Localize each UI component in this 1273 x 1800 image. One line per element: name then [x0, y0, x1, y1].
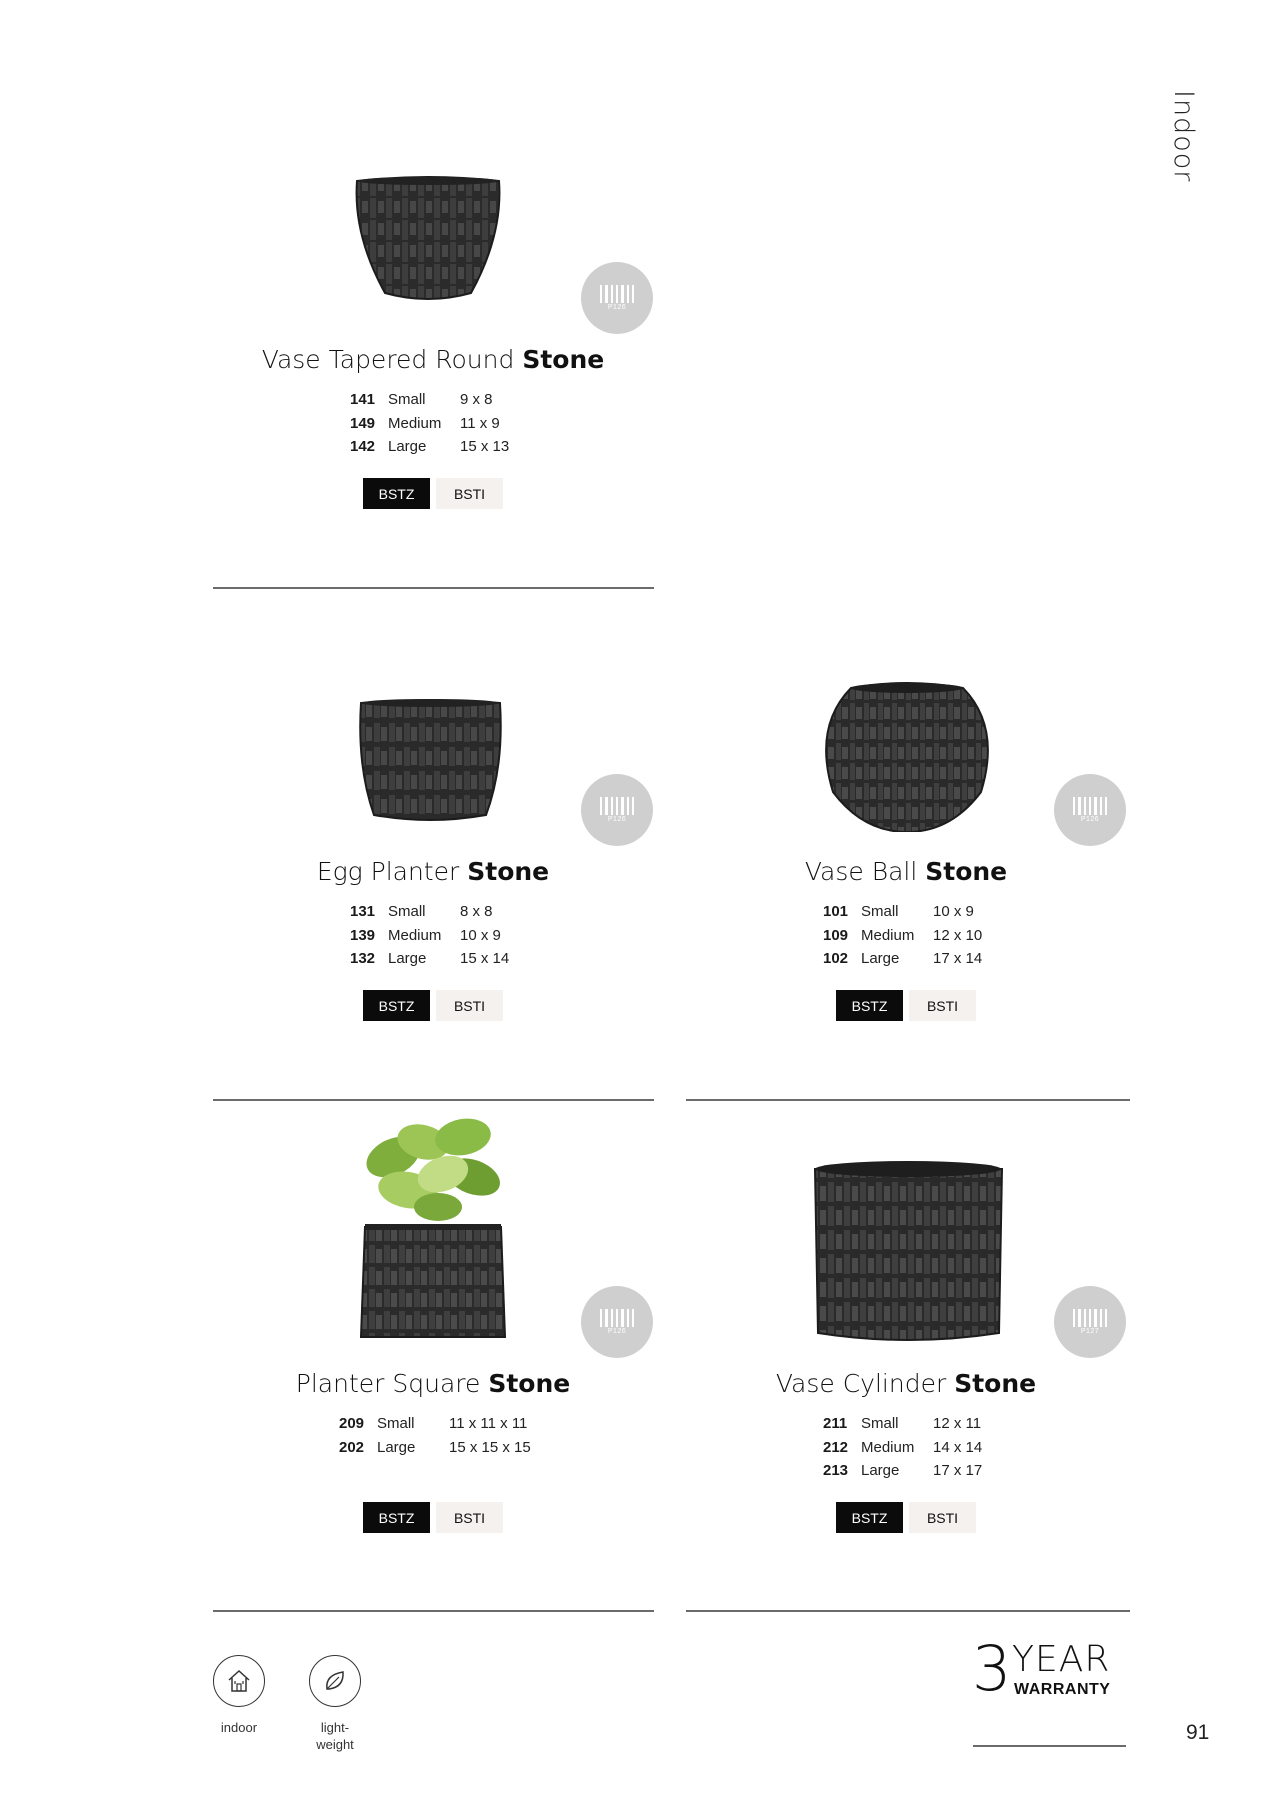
- divider: [213, 587, 654, 589]
- color-tags: [363, 1502, 503, 1533]
- size-label: Large: [861, 950, 900, 967]
- warranty-number: 3: [972, 1632, 1012, 1705]
- product-material: Stone: [925, 857, 1008, 886]
- product-name: Vase Cylinder: [775, 1369, 947, 1398]
- size-row: [823, 1412, 982, 1436]
- size-dimensions: 8 x 8: [460, 903, 493, 920]
- size-number: 132: [350, 950, 376, 967]
- tag-bstz: BSTZ: [836, 990, 903, 1021]
- barcode-badge: [581, 1286, 653, 1358]
- product-title: [686, 1369, 1126, 1398]
- size-label: Small: [388, 391, 426, 408]
- size-row: [339, 1412, 531, 1436]
- size-label: Large: [861, 1462, 900, 1479]
- divider: [686, 1610, 1130, 1612]
- page-number: 91: [1186, 1721, 1210, 1744]
- barcode-badge: [1054, 774, 1126, 846]
- warranty-underline: [973, 1745, 1126, 1747]
- divider: [213, 1099, 654, 1101]
- size-number: 211: [823, 1415, 848, 1432]
- tag-bsti: BSTI: [436, 990, 503, 1021]
- tag-bstz: BSTZ: [836, 1502, 903, 1533]
- size-dimensions: 11 x 11 x 11: [449, 1415, 528, 1432]
- barcode-icon: [1073, 1309, 1107, 1327]
- product-card-vase-tapered-round: [213, 170, 653, 590]
- size-table: [823, 900, 982, 971]
- size-number: 109: [823, 926, 849, 944]
- color-tags: [363, 478, 503, 509]
- product-material: Stone: [954, 1369, 1037, 1398]
- badge-code: P126: [607, 816, 627, 823]
- product-name: Planter Square: [295, 1369, 481, 1398]
- size-dimensions: 9 x 8: [460, 391, 493, 408]
- tag-bsti: BSTI: [436, 478, 503, 509]
- size-dimensions: 17 x 14: [933, 950, 983, 967]
- size-label: Medium: [388, 926, 442, 944]
- size-dimensions: 15 x 13: [460, 438, 510, 455]
- size-label: Small: [377, 1415, 415, 1432]
- size-label: Large: [388, 438, 427, 455]
- size-number: 101: [823, 903, 849, 920]
- product-card-planter-square: [213, 1112, 653, 1532]
- product-material: Stone: [467, 857, 550, 886]
- color-tags: [363, 990, 503, 1021]
- barcode-badge: [1054, 1286, 1126, 1358]
- tag-bstz: BSTZ: [363, 478, 430, 509]
- size-table: [350, 388, 509, 459]
- size-label: Small: [388, 903, 426, 920]
- size-label: Small: [861, 903, 899, 920]
- size-row: [350, 947, 509, 971]
- size-row: [350, 388, 509, 412]
- size-number: 202: [339, 1438, 365, 1456]
- pot-image: [353, 175, 503, 305]
- product-title: [686, 857, 1126, 886]
- size-dimensions: 15 x 14: [460, 950, 510, 967]
- badge-code: P126: [1080, 816, 1100, 823]
- product-name: Vase Ball: [804, 857, 918, 886]
- warranty-text: WARRANTY: [1014, 1681, 1111, 1698]
- tag-bstz: BSTZ: [363, 990, 430, 1021]
- divider: [686, 1099, 1130, 1101]
- size-dimensions: 14 x 14: [933, 1438, 983, 1456]
- tag-bsti: BSTI: [909, 990, 976, 1021]
- section-label-text: Indoor: [1168, 90, 1199, 183]
- size-number: 141: [350, 391, 376, 408]
- barcode-badge: [581, 262, 653, 334]
- color-tags: [836, 1502, 976, 1533]
- size-row: [823, 1459, 982, 1483]
- product-card-vase-cylinder: [686, 1112, 1126, 1532]
- size-table: [350, 900, 509, 971]
- size-table: [339, 1412, 531, 1459]
- pot-image: [821, 682, 993, 832]
- color-tags: [836, 990, 976, 1021]
- size-row: [350, 900, 509, 924]
- size-number: 209: [339, 1415, 365, 1432]
- size-dimensions: 12 x 10: [933, 926, 983, 944]
- size-table: [823, 1412, 982, 1483]
- size-dimensions: 11 x 9: [460, 414, 500, 432]
- barcode-badge: [581, 774, 653, 846]
- tag-bsti: BSTI: [909, 1502, 976, 1533]
- badge-code: P126: [607, 1328, 627, 1335]
- pot-image: [358, 697, 503, 827]
- tag-bsti: BSTI: [436, 1502, 503, 1533]
- size-dimensions: 10 x 9: [933, 903, 974, 920]
- size-row: [823, 900, 982, 924]
- size-label: Medium: [861, 926, 915, 944]
- barcode-icon: [600, 1309, 634, 1327]
- divider: [213, 1610, 654, 1612]
- size-row: [350, 924, 509, 948]
- size-row: [350, 412, 509, 436]
- pot-image: [811, 1157, 1006, 1347]
- feature-lightweight: [309, 1655, 361, 1707]
- product-material: Stone: [522, 345, 605, 374]
- product-name: Vase Tapered Round: [261, 345, 515, 374]
- badge-code: P126: [607, 304, 627, 311]
- size-number: 139: [350, 926, 376, 944]
- size-dimensions: 15 x 15 x 15: [449, 1438, 531, 1456]
- badge-code: P127: [1080, 1328, 1100, 1335]
- barcode-icon: [600, 285, 634, 303]
- pot-image: [353, 1112, 513, 1347]
- product-card-vase-ball: [686, 682, 1126, 1102]
- size-row: [823, 947, 982, 971]
- size-label: Large: [377, 1438, 416, 1456]
- product-material: Stone: [488, 1369, 571, 1398]
- size-label: Large: [388, 950, 427, 967]
- size-row: [339, 1436, 531, 1460]
- warranty-unit: YEAR: [1012, 1639, 1111, 1680]
- size-label: Medium: [861, 1438, 915, 1456]
- warranty-badge: [970, 1632, 1130, 1705]
- leaf-icon: [321, 1667, 349, 1695]
- size-label: Medium: [388, 414, 442, 432]
- product-title: [213, 345, 653, 374]
- product-name: Egg Planter: [316, 857, 460, 886]
- size-dimensions: 10 x 9: [460, 926, 501, 944]
- feature-lightweight-label: light- weight: [316, 1720, 354, 1752]
- size-row: [350, 435, 509, 459]
- size-number: 212: [823, 1438, 849, 1456]
- product-title: [213, 857, 653, 886]
- house-icon: [225, 1667, 253, 1695]
- product-card-egg-planter: [213, 682, 653, 1102]
- size-number: 142: [350, 438, 376, 455]
- section-label: [1168, 90, 1228, 210]
- size-row: [823, 1436, 982, 1460]
- barcode-icon: [1073, 797, 1107, 815]
- size-number: 213: [823, 1462, 849, 1479]
- tag-bstz: BSTZ: [363, 1502, 430, 1533]
- size-label: Small: [861, 1415, 899, 1432]
- feature-indoor-label: indoor: [220, 1720, 258, 1735]
- size-dimensions: 17 x 17: [933, 1462, 983, 1479]
- size-number: 149: [350, 414, 376, 432]
- barcode-icon: [600, 797, 634, 815]
- size-row: [823, 924, 982, 948]
- plant-leaves: [360, 1114, 505, 1221]
- size-number: 102: [823, 950, 849, 967]
- product-title: [213, 1369, 653, 1398]
- feature-indoor: [213, 1655, 265, 1707]
- size-number: 131: [350, 903, 376, 920]
- size-dimensions: 12 x 11: [933, 1415, 982, 1432]
